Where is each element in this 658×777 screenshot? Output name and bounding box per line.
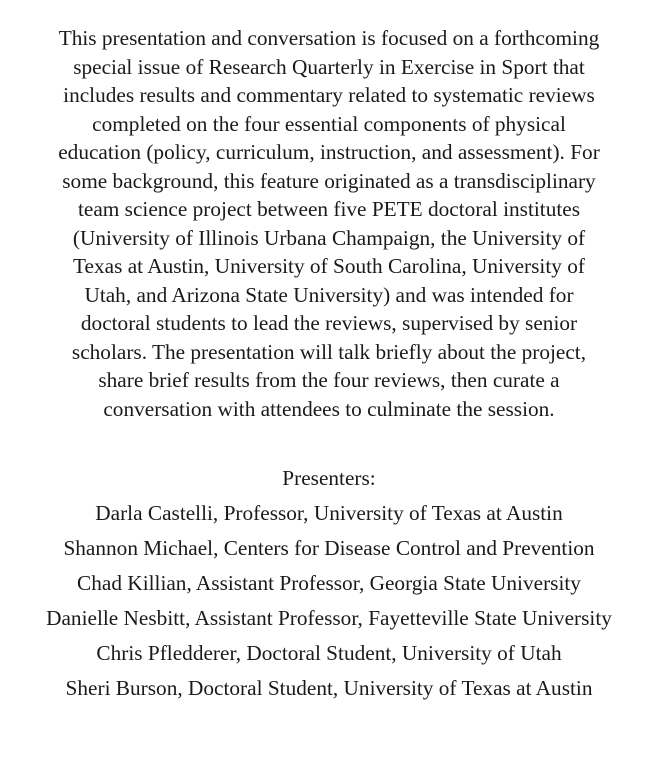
presenter-item: Sheri Burson, Doctoral Student, University of Texas at Austin xyxy=(65,675,593,700)
presenter-item: Shannon Michael, Centers for Disease Control and Prevention xyxy=(63,535,595,560)
abstract-paragraph: This presentation and conversation is focused on a forthcoming special issue of Research Quarterly in Exercise in Sport that includes results and commentary related to systematic reviews completed on the four essential components of physical education (policy, curriculum, instruction, and assessment). For some background, this feature originated as a transdisciplinary team science project between five PETE doctoral institutes (University of Illinois Urbana Champaign, the University of Texas at Austin, University of South Carolina, University of Utah, and Arizona State University) and was intended for doctoral students to lead the reviews, supervised by senior scholars. The presentation will talk briefly about the project, share brief results from the four reviews, then curate a conversation with attendees to culminate the session. xyxy=(58,26,600,421)
presenter-item: Darla Castelli, Professor, University of Texas at Austin xyxy=(95,500,563,525)
presenters-section xyxy=(12,464,646,702)
presenters-heading: Presenters: xyxy=(282,466,376,490)
presenter-list xyxy=(12,499,646,703)
presenter-item: Chad Killian, Assistant Professor, Georgia State University xyxy=(77,570,581,595)
presenter-item: Danielle Nesbitt, Assistant Professor, Fayetteville State University xyxy=(46,605,612,630)
presenter-item: Chris Pfledderer, Doctoral Student, University of Utah xyxy=(96,640,562,665)
